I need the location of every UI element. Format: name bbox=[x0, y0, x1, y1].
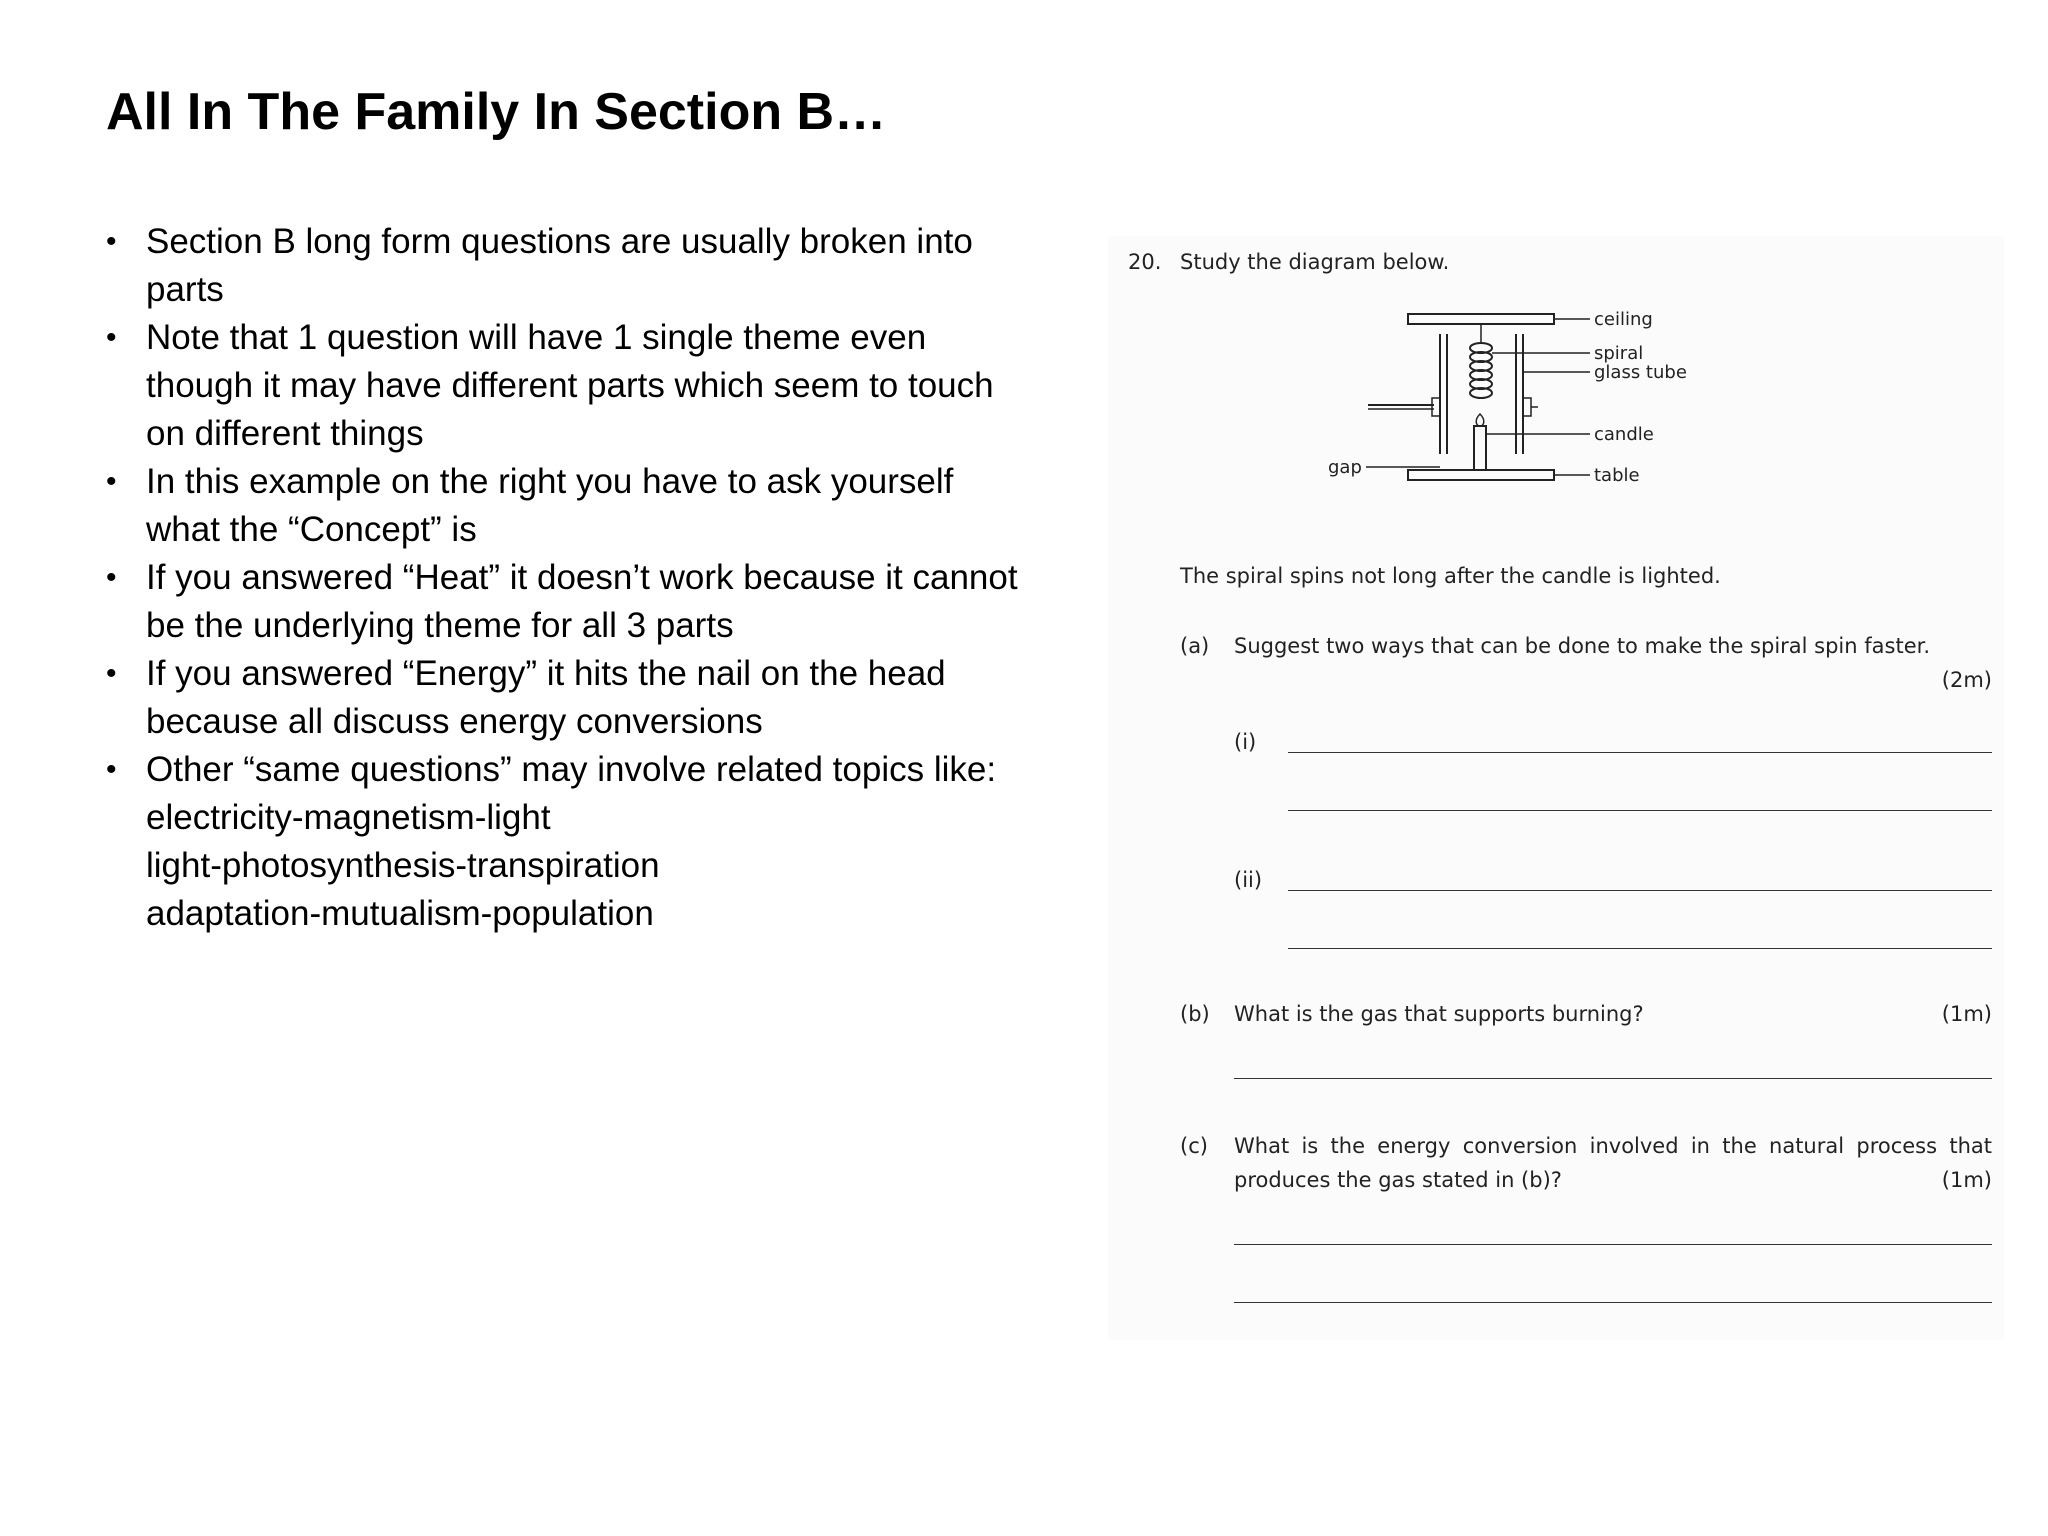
bullet-dot: • bbox=[106, 321, 117, 354]
candle-body bbox=[1474, 426, 1486, 470]
bullet-dot: • bbox=[106, 225, 117, 258]
question-number: 20. bbox=[1128, 250, 1162, 274]
candle-flame bbox=[1476, 414, 1484, 426]
bullet-dot: • bbox=[106, 753, 117, 786]
part-c-text-line2: produces the gas stated in (b)? bbox=[1234, 1168, 1562, 1192]
bullet-line: Other “same questions” may involve related topics like: bbox=[146, 750, 997, 789]
bullet-line: light-photosynthesis-transpiration bbox=[146, 846, 660, 885]
clamp-left bbox=[1432, 398, 1440, 416]
table-label: table bbox=[1594, 465, 1640, 486]
clamp-right bbox=[1523, 398, 1531, 416]
bullet-line: what the “Concept” is bbox=[146, 510, 477, 549]
slide-title: All In The Family In Section B… bbox=[106, 83, 887, 141]
spiral-candle-diagram bbox=[1328, 306, 1748, 516]
bullet-line: be the underlying theme for all 3 parts bbox=[146, 606, 734, 645]
answer-line[interactable] bbox=[1234, 1244, 1992, 1245]
spiral-label: spiral bbox=[1594, 343, 1644, 364]
part-c-marks: (1m) bbox=[1941, 1168, 1992, 1192]
bullet-dot: • bbox=[106, 465, 117, 498]
part-b-marks: (1m) bbox=[1941, 1002, 1992, 1026]
part-a-sub-ii-label: (ii) bbox=[1234, 868, 1263, 892]
answer-line[interactable] bbox=[1288, 948, 1992, 949]
bullet-list bbox=[106, 218, 1106, 938]
bullet-item bbox=[106, 650, 1106, 746]
bullet-line: If you answered “Energy” it hits the nail on the head bbox=[146, 654, 946, 693]
part-a-label: (a) bbox=[1180, 634, 1210, 658]
bullet-item bbox=[106, 746, 1106, 938]
bullet-item bbox=[106, 218, 1106, 314]
part-a-sub-i-label: (i) bbox=[1234, 730, 1257, 754]
part-c-text-line1: What is the energy conversion involved in the natural process that bbox=[1234, 1134, 1992, 1158]
bullet-dot: • bbox=[106, 657, 117, 690]
bullet-item bbox=[106, 458, 1106, 554]
bullet-line: because all discuss energy conversions bbox=[146, 702, 763, 741]
ceiling-plate bbox=[1408, 314, 1554, 324]
answer-line[interactable] bbox=[1234, 1302, 1992, 1303]
gap-label: gap bbox=[1328, 457, 1362, 478]
question-statement: The spiral spins not long after the candle is lighted. bbox=[1180, 564, 1721, 588]
bullet-line: parts bbox=[146, 270, 224, 309]
bullet-dot: • bbox=[106, 561, 117, 594]
answer-line[interactable] bbox=[1288, 890, 1992, 891]
part-b-text: What is the gas that supports burning? bbox=[1234, 1002, 1644, 1026]
answer-line[interactable] bbox=[1288, 752, 1992, 753]
glass-tube-label: glass tube bbox=[1594, 362, 1687, 383]
exam-question-scan bbox=[1108, 236, 2004, 1340]
bullet-line: electricity-magnetism-light bbox=[146, 798, 551, 837]
table-plate bbox=[1408, 470, 1554, 480]
answer-line[interactable] bbox=[1234, 1078, 1992, 1079]
spiral-coil bbox=[1470, 343, 1492, 398]
ceiling-label: ceiling bbox=[1594, 309, 1653, 330]
bullet-line: In this example on the right you have to ask yourself bbox=[146, 462, 954, 501]
candle-label: candle bbox=[1594, 424, 1654, 445]
question-instruction: Study the diagram below. bbox=[1180, 250, 1450, 274]
bullet-line: adaptation-mutualism-population bbox=[146, 894, 654, 933]
bullet-line: on different things bbox=[146, 414, 424, 453]
part-a-text: Suggest two ways that can be done to make the spiral spin faster. bbox=[1234, 634, 1930, 658]
bullet-line: though it may have different parts which seem to touch bbox=[146, 366, 994, 405]
part-b-label: (b) bbox=[1180, 1002, 1210, 1026]
bullet-line: Note that 1 question will have 1 single theme even bbox=[146, 318, 927, 357]
bullet-item bbox=[106, 314, 1106, 458]
bullet-line: If you answered “Heat” it doesn’t work because it cannot bbox=[146, 558, 1018, 597]
part-c-label: (c) bbox=[1180, 1134, 1208, 1158]
part-a-marks: (2m) bbox=[1941, 668, 1992, 692]
answer-line[interactable] bbox=[1288, 810, 1992, 811]
bullet-item bbox=[106, 554, 1106, 650]
bullet-line: Section B long form questions are usually broken into bbox=[146, 222, 973, 261]
